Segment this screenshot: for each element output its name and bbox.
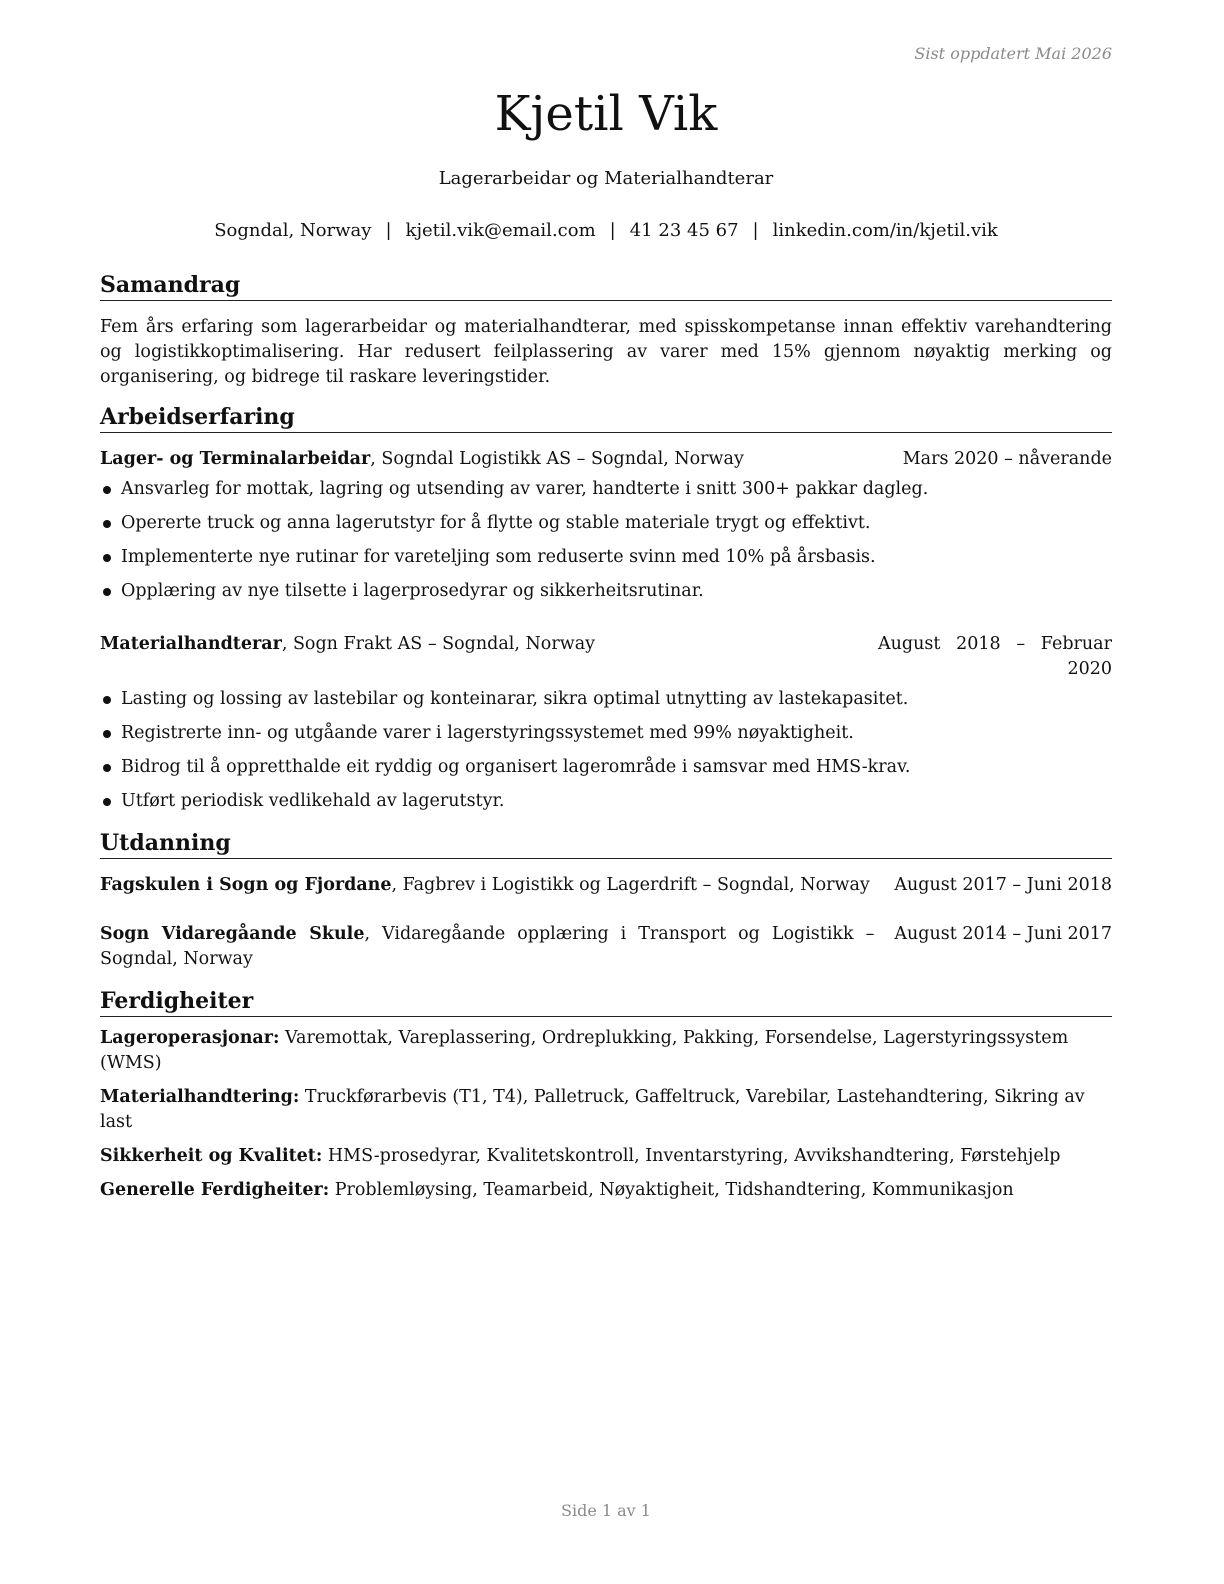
bullet-icon xyxy=(103,730,111,738)
list-item xyxy=(100,477,1112,502)
skills-value: Problemløysing, Teamarbeid, Nøyaktigheit, Tidshandtering, Kommunikasjon xyxy=(329,1180,1014,1200)
education-entry xyxy=(100,873,1112,898)
section-title-education: Utdanning xyxy=(100,828,1112,859)
education-dates: August 2017 – Juni 2018 xyxy=(894,875,1112,895)
section-title-summary: Samandrag xyxy=(100,270,1112,301)
bullet-text: Bidrog til å oppretthalde eit ryddig og organisert lagerområde i samsvar med HMS-krav. xyxy=(121,757,911,777)
education-detail: , Fagbrev i Logistikk og Lagerdrift – Sogndal, Norway xyxy=(391,875,870,895)
job-bullets xyxy=(100,477,1112,604)
bullet-icon xyxy=(103,764,111,772)
job-title-line xyxy=(100,447,883,472)
bullet-text: Lasting og lossing av lastebilar og konteinarar, sikra optimal utnytting av lastekapasitet. xyxy=(121,689,909,709)
skills-row xyxy=(100,1178,1112,1203)
summary-text: Fem års erfaring som lagerarbeidar og materialhandterar, med spisskompetanse innan effektiv varehandtering og logistikkoptimalisering. Har redusert feilplassering av varer med 15% gjennom nøyaktig merking og organisering, og bidrege til raskare leveringstider. xyxy=(100,317,1112,387)
job-bullets xyxy=(100,687,1112,814)
contact-email[interactable]: kjetil.vik@email.com xyxy=(405,220,596,241)
candidate-role: Lagerarbeidar og Materialhandterar xyxy=(438,168,774,189)
skills-value: Truckførarbevis (T1, T4), Palletruck, Gaffeltruck, Varebilar, Lastehandtering, Sikring av last xyxy=(100,1087,1085,1132)
list-item xyxy=(100,687,1112,712)
job-org: , Sogn Frakt AS – Sogndal, Norway xyxy=(281,634,596,654)
bullet-text: Opplæring av nye tilsette i lagerprosedyrar og sikkerheitsrutinar. xyxy=(121,581,704,601)
resume-page xyxy=(100,0,1112,1584)
resume-content xyxy=(100,270,1112,1203)
list-item xyxy=(100,789,1112,814)
contact-linkedin[interactable]: linkedin.com/in/kjetil.vik xyxy=(772,220,998,241)
section-title-skills: Ferdigheiter xyxy=(100,986,1112,1017)
last-updated: Sist oppdatert Mai 2026 xyxy=(914,44,1112,63)
skills-row xyxy=(100,1026,1112,1076)
skills-list xyxy=(100,1026,1112,1203)
list-item xyxy=(100,545,1112,570)
bullet-icon xyxy=(103,520,111,528)
bullet-icon xyxy=(103,588,111,596)
bullet-text: Utført periodisk vedlikehald av lagerutstyr. xyxy=(121,791,505,811)
job-org: , Sogndal Logistikk AS – Sogndal, Norway xyxy=(370,449,744,469)
bullet-text: Ansvarleg for mottak, lagring og utsending av varer, handterte i snitt 300+ pakkar dagleg. xyxy=(121,479,929,499)
skills-row xyxy=(100,1085,1112,1135)
job-entry xyxy=(100,632,1112,814)
education-detail: , Vidaregåande opplæring i Transport og Logistikk – Sogndal, Norway xyxy=(100,924,875,969)
contact-separator: | xyxy=(752,220,759,241)
contact-line xyxy=(100,220,1112,241)
bullet-icon xyxy=(103,554,111,562)
skills-value: HMS-prosedyrar, Kvalitetskontroll, Inventarstyring, Avvikshandtering, Førstehjelp xyxy=(322,1146,1061,1166)
bullet-icon xyxy=(103,696,111,704)
list-item xyxy=(100,511,1112,536)
job-role: Materialhandterar xyxy=(100,634,282,654)
skills-value: Varemottak, Vareplassering, Ordreplukking, Pakking, Forsendelse, Lagerstyringssystem (WMS) xyxy=(100,1028,1069,1073)
education-entry xyxy=(100,922,1112,972)
skills-label: Lageroperasjonar: xyxy=(100,1028,280,1048)
skills-label: Generelle Ferdigheiter: xyxy=(100,1180,330,1200)
bullet-icon xyxy=(103,486,111,494)
contact-location: Sogndal, Norway xyxy=(214,220,372,241)
job-entry xyxy=(100,447,1112,604)
job-header xyxy=(100,447,1112,472)
bullet-text: Registrerte inn- og utgåande varer i lagerstyringssystemet med 99% nøyaktigheit. xyxy=(121,723,854,743)
page-number: Side 1 av 1 xyxy=(561,1501,651,1520)
education-line xyxy=(100,922,874,972)
job-title-line xyxy=(100,632,858,657)
job-dates: August 2018 – Februar 2020 xyxy=(878,634,1112,679)
bullet-text: Opererte truck og anna lagerutstyr for å flytte og stable materiale trygt og effektivt. xyxy=(121,513,871,533)
list-item xyxy=(100,579,1112,604)
job-role: Lager- og Terminalarbeidar xyxy=(100,449,371,469)
contact-separator: | xyxy=(609,220,616,241)
education-dates: August 2014 – Juni 2017 xyxy=(894,924,1112,944)
education-school: Fagskulen i Sogn og Fjordane xyxy=(100,875,392,895)
contact-separator: | xyxy=(385,220,392,241)
contact-phone: 41 23 45 67 xyxy=(629,220,739,241)
education-school: Sogn Vidaregåande Skule xyxy=(100,924,365,944)
candidate-name: Kjetil Vik xyxy=(494,86,718,142)
job-dates: Mars 2020 – nåverande xyxy=(902,449,1112,469)
skills-row xyxy=(100,1144,1112,1169)
education-line xyxy=(100,873,874,898)
section-title-experience: Arbeidserfaring xyxy=(100,402,1112,433)
skills-label: Sikkerheit og Kvalitet: xyxy=(100,1146,323,1166)
list-item xyxy=(100,721,1112,746)
bullet-icon xyxy=(103,798,111,806)
bullet-text: Implementerte nye rutinar for vareteljing som reduserte svinn med 10% på årsbasis. xyxy=(121,547,876,567)
job-header xyxy=(100,632,1112,682)
list-item xyxy=(100,755,1112,780)
skills-label: Materialhandtering: xyxy=(100,1087,300,1107)
